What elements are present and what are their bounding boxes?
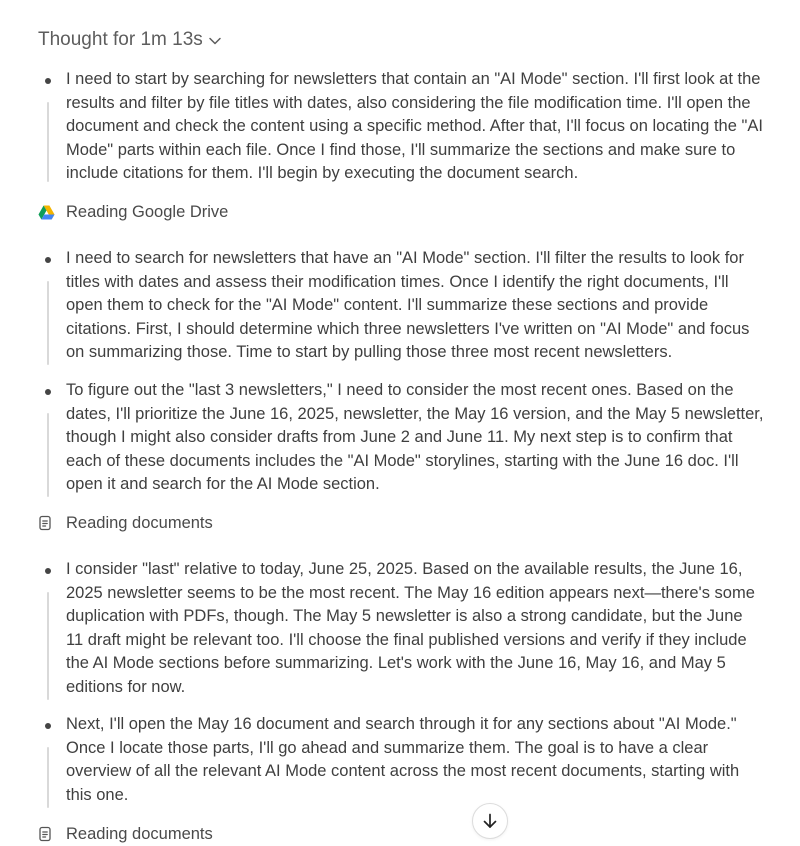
thought-item [38, 713, 766, 809]
thread-line [47, 281, 49, 365]
thought-text: Next, I'll open the May 16 document and search through it for any sections about "AI Mode." Once I locate those parts, I'll go ahead and summarize them. The goal is to have a clear overview of all the relevant AI Mode content across the most recent documents, starting with this one. [66, 715, 740, 804]
bullet-dot [45, 78, 51, 84]
document-icon [38, 824, 58, 844]
status-reading-documents [38, 823, 213, 845]
status-reading-documents [38, 512, 213, 534]
status-label: Reading documents [66, 513, 213, 532]
thread-line [47, 592, 49, 700]
bullet-dot [45, 568, 51, 574]
thought-text: I need to start by searching for newsletters that contain an "AI Mode" section. I'll first look at the results and filter by file titles with dates, also considering the file modification time. I'll open the document and check the content using a specific method. After that, I'll focus on locating the "AI Mode" parts within each file. Once I find those, I'll summarize the sections and make sure to include citations for them. I'll begin by executing the document search. [66, 70, 763, 182]
status-label: Reading documents [66, 824, 213, 843]
bullet-dot [45, 257, 51, 263]
document-icon [38, 513, 58, 533]
thought-item [38, 68, 766, 186]
thread-line [47, 747, 49, 808]
scroll-to-bottom-button[interactable] [472, 803, 508, 839]
thought-text: I need to search for newsletters that have an "AI Mode" section. I'll filter the results to look for titles with dates and assess their modification times. Once I identify the right documents, I'll open them to check for the "AI Mode" content. I'll summarize these sections and provide citations. First, I should determine which three newsletters I've written on "AI Mode" and focus on summarizing those. Time to start by pulling those three most recent newsletters. [66, 249, 750, 361]
thought-item [38, 558, 766, 700]
google-drive-icon [38, 202, 58, 222]
thought-item [38, 379, 766, 497]
status-reading-google-drive [38, 201, 228, 223]
thought-text: I consider "last" relative to today, June 25, 2025. Based on the available results, the June 16, 2025 newsletter seems to be the most recent. The May 16 edition appears next—there's some duplication with PDFs, though. The May 5 newsletter is also a strong candidate, but the June 11 draft might be relevant too. I'll choose the final published versions and verify if they include the AI Mode sections before summarizing. Let's work with the June 16, May 16, and May 5 editions for now. [66, 560, 755, 696]
thought-duration-label: Thought for 1m 13s [38, 29, 203, 50]
thought-text: To figure out the "last 3 newsletters," I need to consider the most recent ones. Based on the dates, I'll prioritize the June 16, 2025, newsletter, the May 16 version, and the May 5 newsletter, though I might also consider drafts from June 2 and June 11. My next step is to confirm that each of these documents includes the "AI Mode" storylines, starting with the June 16 doc. I'll open it and search for the AI Mode section. [66, 381, 764, 493]
bullet-dot [45, 723, 51, 729]
bullet-dot [45, 389, 51, 395]
status-label: Reading Google Drive [66, 202, 229, 221]
arrow-down-icon [481, 812, 499, 830]
thread-line [47, 413, 49, 497]
thread-line [47, 102, 49, 182]
chevron-down-icon [208, 34, 222, 48]
thought-duration-toggle[interactable] [38, 28, 222, 52]
thought-item [38, 247, 766, 365]
